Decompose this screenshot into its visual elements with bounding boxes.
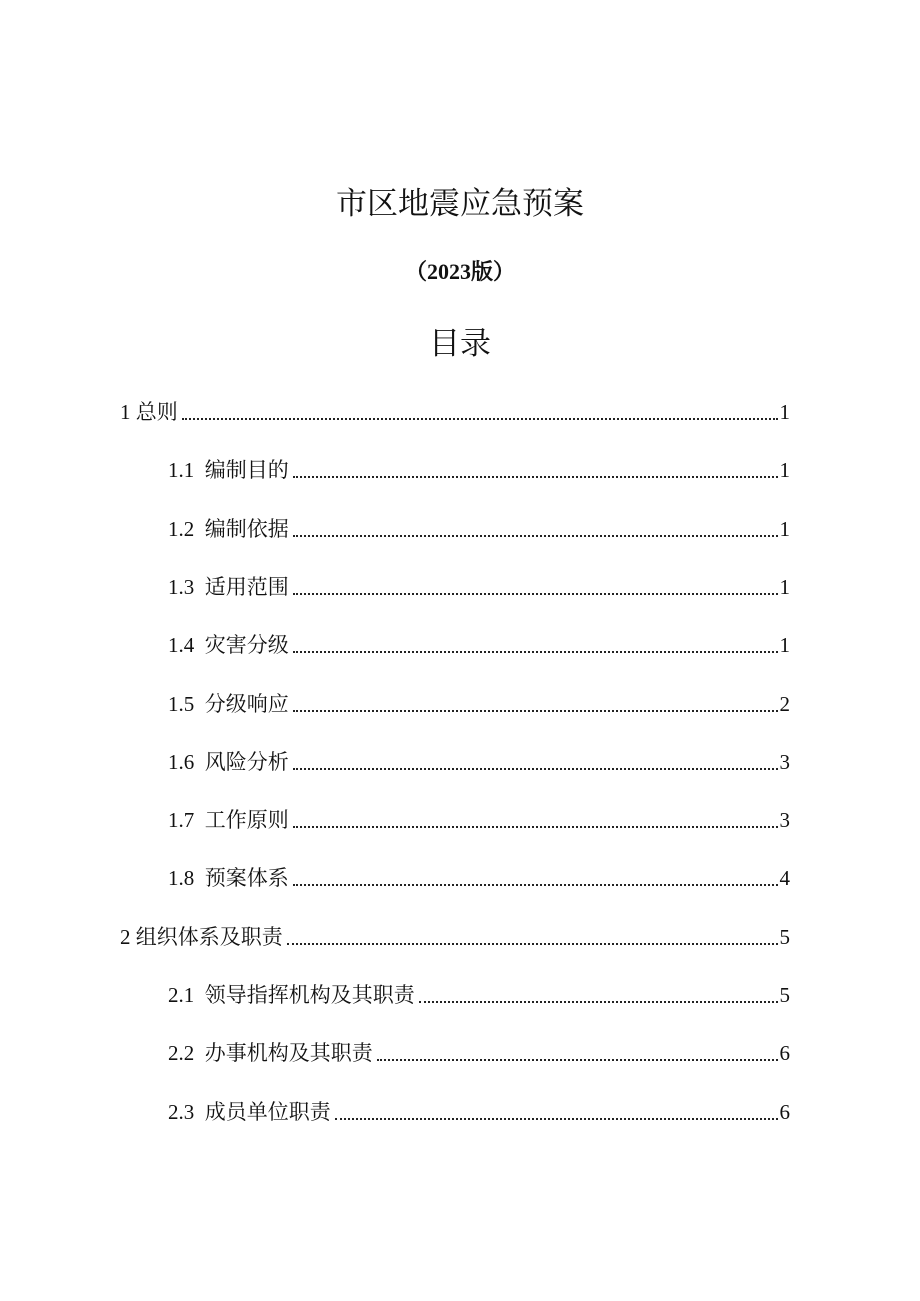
toc-entry-label: 分级响应 xyxy=(204,692,289,716)
toc-entry[interactable] xyxy=(168,629,790,661)
toc-heading: 目录 xyxy=(429,326,491,362)
toc-dot-leader xyxy=(293,592,778,595)
toc-dot-leader xyxy=(335,1117,778,1120)
toc-dot-leader xyxy=(293,534,778,537)
toc-entry-page: 1 xyxy=(779,400,790,424)
toc-entry-page: 2 xyxy=(779,692,790,716)
toc-entry-label: 办事机构及其职责 xyxy=(204,1041,373,1065)
toc-entry-page: 1 xyxy=(779,633,790,657)
toc-dot-leader xyxy=(182,417,778,420)
toc-entry-label: 预案体系 xyxy=(204,866,289,890)
toc-entry-label: 组织体系及职责 xyxy=(135,925,283,949)
toc-entry-page: 5 xyxy=(779,983,790,1007)
toc-entry[interactable] xyxy=(120,396,790,428)
toc-entry-label: 适用范围 xyxy=(204,575,289,599)
toc-entry-page: 6 xyxy=(779,1100,790,1124)
toc-entry-page: 1 xyxy=(779,458,790,482)
toc-entry[interactable] xyxy=(168,1037,790,1069)
toc-entry-number: 1.1 xyxy=(168,458,205,482)
toc-entry-label: 领导指挥机构及其职责 xyxy=(204,983,415,1007)
toc-entry-number: 1.2 xyxy=(168,517,205,541)
toc-entry-number: 2 xyxy=(120,925,136,949)
toc-dot-leader xyxy=(419,1000,778,1003)
toc-dot-leader xyxy=(293,767,778,770)
toc-entry[interactable] xyxy=(168,1096,790,1128)
toc-entry-label: 灾害分级 xyxy=(204,633,289,657)
document-title: 市区地震应急预案 xyxy=(336,186,584,222)
toc-entry[interactable] xyxy=(168,979,790,1011)
toc-entry[interactable] xyxy=(168,688,790,720)
document-edition: （2023版） xyxy=(404,259,515,284)
toc-entry-label: 总则 xyxy=(135,400,178,424)
toc-entry[interactable] xyxy=(168,454,790,486)
toc-entry-number: 1.6 xyxy=(168,750,205,774)
toc-entry-label: 编制目的 xyxy=(204,458,289,482)
toc-entry-page: 3 xyxy=(779,750,790,774)
toc-entry-number: 1.8 xyxy=(168,866,205,890)
toc-entry-page: 1 xyxy=(779,575,790,599)
toc-entry[interactable] xyxy=(168,804,790,836)
toc-dot-leader xyxy=(293,825,778,828)
toc-entry-page: 4 xyxy=(779,866,790,890)
toc-entry-number: 1.3 xyxy=(168,575,205,599)
toc-dot-leader xyxy=(293,650,778,653)
toc-entry-label: 成员单位职责 xyxy=(204,1100,331,1124)
toc-entry[interactable] xyxy=(168,862,790,894)
toc-dot-leader xyxy=(287,942,778,945)
toc-entry-number: 2.3 xyxy=(168,1100,205,1124)
toc-dot-leader xyxy=(377,1058,778,1061)
toc-entry-label: 工作原则 xyxy=(204,808,289,832)
toc-entry-number: 1.4 xyxy=(168,633,205,657)
toc-entry-number: 1 xyxy=(120,400,136,424)
toc-entry-number: 2.2 xyxy=(168,1041,205,1065)
toc-entry-page: 3 xyxy=(779,808,790,832)
toc-dot-leader xyxy=(293,475,778,478)
toc-entry[interactable] xyxy=(120,921,790,953)
toc-entry-number: 1.7 xyxy=(168,808,205,832)
toc-entry-number: 2.1 xyxy=(168,983,205,1007)
toc-entry-page: 5 xyxy=(779,925,790,949)
toc-dot-leader xyxy=(293,883,778,886)
toc-entry[interactable] xyxy=(168,746,790,778)
toc-entry-page: 1 xyxy=(779,517,790,541)
toc-entry-page: 6 xyxy=(779,1041,790,1065)
toc-entry-label: 编制依据 xyxy=(204,517,289,541)
toc-entry-number: 1.5 xyxy=(168,692,205,716)
toc-entry[interactable] xyxy=(168,513,790,545)
toc-entry[interactable] xyxy=(168,571,790,603)
toc-dot-leader xyxy=(293,709,778,712)
toc-entry-label: 风险分析 xyxy=(204,750,289,774)
